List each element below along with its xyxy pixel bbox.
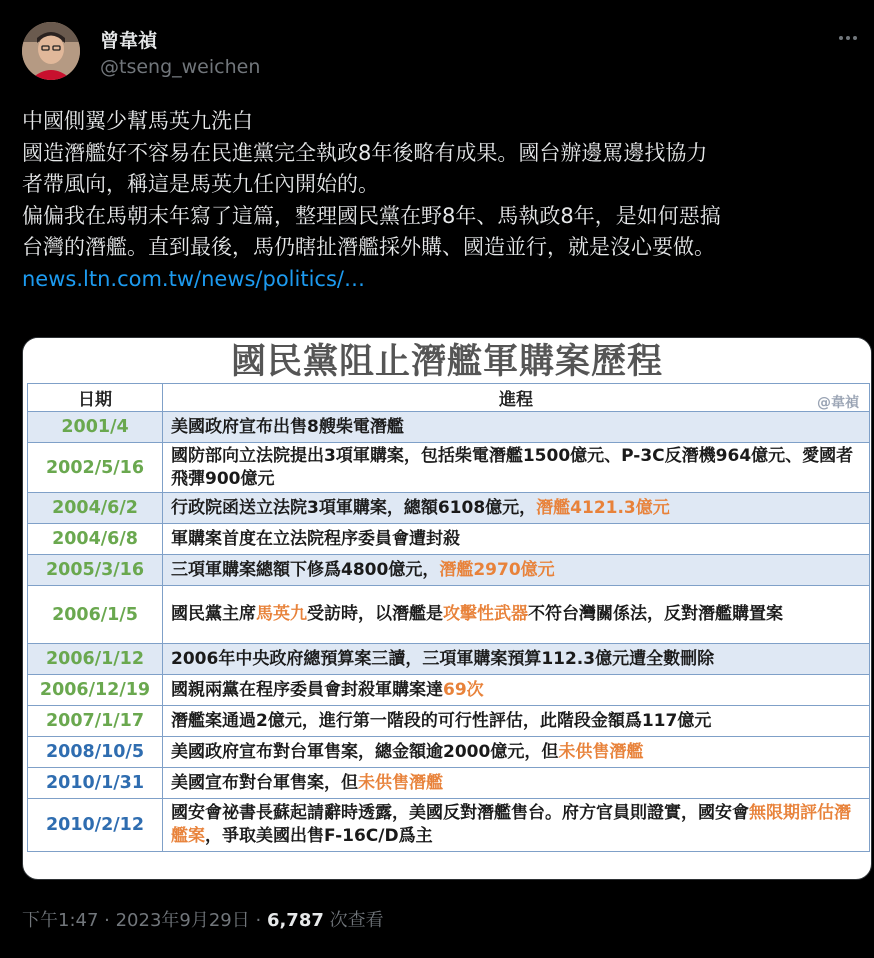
tweet-time[interactable]: 下午1:47 xyxy=(22,910,99,931)
event-highlight: 無限期評估潛艦案 xyxy=(171,803,851,846)
event-text: 國防部向立法院提出3項軍購案，包括柴電潛艦1500億元、P-3C反潛機964億元、愛國者飛彈900億元 xyxy=(171,445,854,489)
table-row xyxy=(28,737,870,768)
column-header-event: 進程 xyxy=(163,384,870,412)
avatar-image xyxy=(22,22,80,80)
column-header-date: 日期 xyxy=(28,384,163,412)
watermark: @韋禎 xyxy=(817,395,859,411)
event-text: 美國政府宣布出售8艘柴電潛艦 xyxy=(171,416,404,437)
tweet-meta xyxy=(22,906,384,932)
event-text: 美國政府宣布對台軍售案，總金額逾2000億元，但 xyxy=(171,741,559,762)
row-event xyxy=(163,555,870,586)
row-date: 2006/1/12 xyxy=(28,644,163,675)
tweet-line: 者帶風向，稱這是馬英九任內開始的。 xyxy=(22,172,379,196)
views-count: 6,787 xyxy=(266,910,324,931)
table-header-row xyxy=(28,384,870,412)
tweet-link[interactable]: news.ltn.com.tw/news/politics/… xyxy=(22,266,365,291)
row-event xyxy=(163,706,870,737)
row-event xyxy=(163,737,870,768)
table-row xyxy=(28,555,870,586)
event-text: 潛艦案通過2億元，進行第一階段的可行性評估，此階段金額爲117億元 xyxy=(171,710,712,731)
event-highlight: 潛艦2970億元 xyxy=(439,559,555,580)
row-event xyxy=(163,586,870,644)
event-highlight: 馬英九 xyxy=(256,604,307,624)
event-highlight: 69次 xyxy=(443,679,484,700)
row-event xyxy=(163,493,870,524)
row-date: 2004/6/2 xyxy=(28,493,163,524)
row-event xyxy=(163,412,870,443)
event-text: 受訪時，以潛艦是 xyxy=(307,604,443,624)
event-text: 美國宣布對台軍售案，但 xyxy=(171,772,358,793)
tweet-line: 中國側翼少幫馬英九洗白 xyxy=(22,109,253,133)
row-date: 2010/2/12 xyxy=(28,799,163,852)
event-highlight: 未供售潛艦 xyxy=(358,772,443,793)
event-text: ，爭取美國出售F-16C/D爲主 xyxy=(205,826,433,846)
row-date: 2004/6/8 xyxy=(28,524,163,555)
row-date: 2010/1/31 xyxy=(28,768,163,799)
table-row xyxy=(28,675,870,706)
row-event xyxy=(163,768,870,799)
timeline-body xyxy=(28,412,870,852)
row-event xyxy=(163,524,870,555)
event-text: 國民黨主席 xyxy=(171,604,256,624)
table-row xyxy=(28,768,870,799)
event-text: 行政院函送立法院3項軍購案，總額6108億元， xyxy=(171,497,537,518)
event-text: 2006年中央政府總預算案三讀，三項軍購案預算112.3億元遭全數刪除 xyxy=(171,648,715,669)
media-image[interactable] xyxy=(22,337,872,880)
row-date: 2008/10/5 xyxy=(28,737,163,768)
tweet-line: 偏偏我在馬朝末年寫了這篇，整理國民黨在野8年、馬執政8年，是如何惡搞 xyxy=(22,203,721,228)
media-title: 國民黨阻止潛艦軍購案歷程 xyxy=(23,338,871,384)
table-row xyxy=(28,706,870,737)
row-date: 2001/4 xyxy=(28,412,163,443)
more-horizontal-icon xyxy=(853,36,857,40)
event-text: 國安會祕書長蘇起請辭時透露，美國反對潛艦售台。府方官員則證實，國安會 xyxy=(171,803,749,823)
row-event xyxy=(163,799,870,852)
row-date: 2005/3/16 xyxy=(28,555,163,586)
event-text: 國親兩黨在程序委員會封殺軍購案達 xyxy=(171,679,443,700)
event-text: 軍購案首度在立法院程序委員會遭封殺 xyxy=(171,528,460,549)
table-row xyxy=(28,412,870,443)
more-horizontal-icon xyxy=(839,36,843,40)
row-date: 2007/1/17 xyxy=(28,706,163,737)
event-highlight: 潛艦4121.3億元 xyxy=(536,497,670,518)
row-event xyxy=(163,644,870,675)
more-horizontal-icon xyxy=(846,36,850,40)
timeline-table xyxy=(27,383,870,852)
avatar[interactable] xyxy=(22,22,80,80)
event-text: 不符台灣關係法，反對潛艦購置案 xyxy=(528,604,783,624)
tweet-line: 國造潛艦好不容易在民進黨完全執政8年後略有成果。國台辦邊罵邊找協力 xyxy=(22,140,708,165)
tweet-line: 台灣的潛艦。直到最後，馬仍瞎扯潛艦採外購、國造並行，就是沒心要做。 xyxy=(22,235,715,259)
event-highlight: 攻擊性武器 xyxy=(443,604,528,624)
table-row xyxy=(28,443,870,493)
row-event xyxy=(163,675,870,706)
row-date: 2006/1/5 xyxy=(28,586,163,644)
table-row xyxy=(28,493,870,524)
author-handle[interactable]: @tseng_weichen xyxy=(100,56,261,78)
more-options-button[interactable] xyxy=(830,20,866,56)
tweet-date[interactable]: 2023年9月29日 xyxy=(115,910,250,931)
author-name[interactable]: 曾韋禎 xyxy=(100,30,158,52)
table-row xyxy=(28,799,870,852)
event-highlight: 未供售潛艦 xyxy=(558,741,644,762)
event-text: 三項軍購案總額下修爲4800億元， xyxy=(171,559,440,580)
row-date: 2002/5/16 xyxy=(28,443,163,493)
separator: · xyxy=(249,910,267,931)
table-row xyxy=(28,586,870,644)
row-event xyxy=(163,443,870,493)
tweet-text xyxy=(22,106,862,295)
views-label: 次查看 xyxy=(323,910,384,931)
separator: · xyxy=(98,910,116,931)
row-date: 2006/12/19 xyxy=(28,675,163,706)
table-row xyxy=(28,644,870,675)
table-row xyxy=(28,524,870,555)
